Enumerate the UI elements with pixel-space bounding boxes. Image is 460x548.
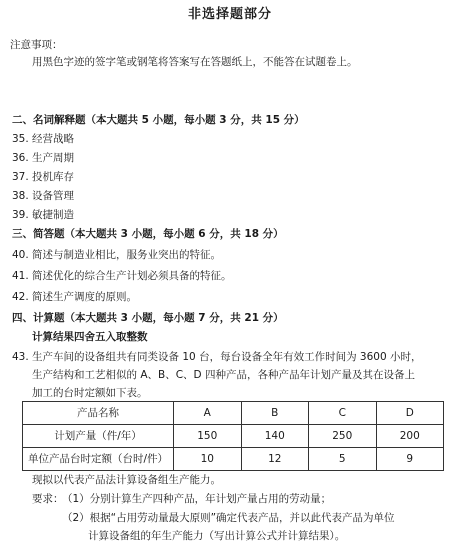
table-header-row [23, 402, 444, 425]
section4-heading: 四、计算题（本大题共 3 小题，每小题 7 分，共 21 分） [12, 312, 284, 324]
question-41: 41. 简述优化的综合生产计划必须具备的特征。 [12, 270, 232, 282]
question-35: 35. 经营战略 [12, 133, 75, 145]
page-title: 非选择题部分 [187, 7, 272, 22]
table-cell: 250 [309, 425, 377, 448]
table-header-cell: D [376, 402, 444, 425]
table-row [23, 425, 444, 448]
section2-heading: 二、名词解释题（本大题共 5 小题，每小题 3 分，共 15 分） [12, 114, 305, 126]
question-42: 42. 简述生产调度的原则。 [12, 291, 138, 303]
table-header-cell: B [241, 402, 309, 425]
question-43-line3: 加工的台时定额如下表。 [32, 387, 148, 399]
notice-text: 用黑色字迹的签字笔或钢笔将答案写在答题纸上，不能答在试题卷上。 [32, 56, 358, 68]
table-cell: 200 [376, 425, 444, 448]
question-39: 39. 敏捷制造 [12, 209, 75, 221]
table-cell: 12 [241, 448, 309, 471]
table-header-cell: 产品名称 [23, 402, 174, 425]
table-cell: 单位产品台时定额（台时/件） [23, 448, 174, 471]
table-cell: 计划产量（件/年） [23, 425, 174, 448]
section3-heading: 三、简答题（本大题共 3 小题，每小题 6 分，共 18 分） [12, 228, 284, 240]
question-36: 36. 生产周期 [12, 152, 75, 164]
table-row [23, 448, 444, 471]
question-43-line1: 43. 生产车间的设备组共有同类设备 10 台，每台设备全年有效工作时间为 3600 小时， [12, 351, 422, 363]
question-38: 38. 设备管理 [12, 190, 75, 202]
production-table [22, 401, 444, 471]
table-cell: 10 [174, 448, 242, 471]
requirement-label: 要求： [32, 493, 64, 505]
question-37: 37. 投机库存 [12, 171, 75, 183]
notice-heading: 注意事项： [10, 39, 63, 51]
question-43-line2: 生产结构和工艺相似的 A、B、C、D 四种产品，各种产品年计划产量及其在设备上 [32, 369, 415, 381]
requirement-2-cont: 计算设备组的年生产能力（写出计算公式并计算结果）。 [88, 530, 346, 542]
table-cell: 140 [241, 425, 309, 448]
table-header-cell: A [174, 402, 242, 425]
table-header-cell: C [309, 402, 377, 425]
table-cell: 9 [376, 448, 444, 471]
section4-subheading: 计算结果四舍五入取整数 [32, 331, 148, 343]
table-cell: 150 [174, 425, 242, 448]
table-cell: 5 [309, 448, 377, 471]
requirement-2: （2）根据“占用劳动量最大原则”确定代表产品，并以此代表产品为单位 [62, 512, 395, 524]
requirement-1: （1）分别计算生产四种产品，年计划产量占用的劳动量； [62, 493, 332, 505]
method-note: 现拟以代表产品法计算设备组生产能力。 [32, 474, 221, 486]
question-40: 40. 简述与制造业相比，服务业突出的特征。 [12, 249, 222, 261]
